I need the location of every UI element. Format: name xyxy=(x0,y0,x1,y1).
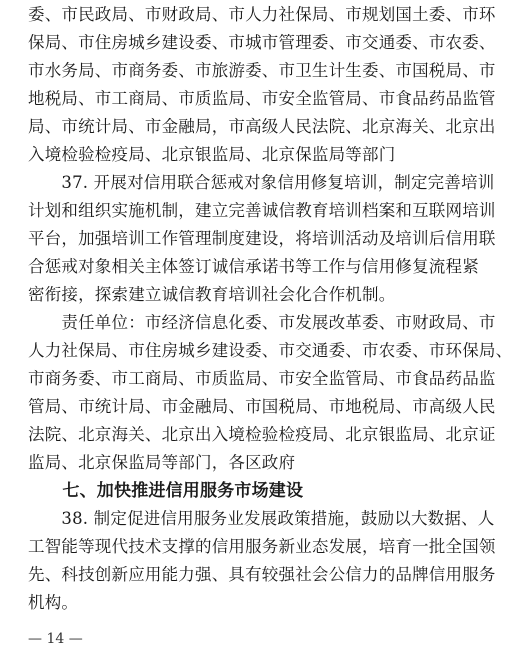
text-line: 委、市民政局、市财政局、市人力社保局、市规划国土委、市环 xyxy=(28,5,496,24)
text-line: 市水务局、市商务委、市旅游委、市卫生计生委、市国税局、市 xyxy=(28,61,496,80)
text-line: 保局、市住房城乡建设委、市城市管理委、市交通委、市农委、 xyxy=(28,33,496,52)
responsible-units-line: 责任单位：市经济信息化委、市发展改革委、市财政局、市 xyxy=(28,313,496,332)
page-number: — 14 — xyxy=(28,631,83,647)
section-heading: 七、加快推进信用服务市场建设 xyxy=(28,481,304,501)
paragraph-37-line: 密衔接，探索建立诚信教育培训社会化合作机制。 xyxy=(28,285,396,304)
responsible-units-line: 管局、市统计局、市金融局、市国税局、市地税局、市高级人民 xyxy=(28,397,496,416)
paragraph-37-line: 合惩戒对象相关主体签订诚信承诺书等工作与信用修复流程紧 xyxy=(28,257,479,276)
paragraph-37-line: 计划和组织实施机制，建立完善诚信教育培训档案和互联网培训 xyxy=(28,201,496,220)
responsible-units-line: 市商务委、市工商局、市质监局、市安全监管局、市食品药品监 xyxy=(28,369,496,388)
responsible-units-line: 监局、北京保监局等部门，各区政府 xyxy=(28,453,296,472)
text-line: 局、市统计局、市金融局，市高级人民法院、北京海关、北京出 xyxy=(28,117,496,136)
responsible-units-line: 法院、北京海关、北京出入境检验检疫局、北京银监局、北京证 xyxy=(28,425,496,444)
paragraph-38-line: 38. 制定促进信用服务业发展政策措施，鼓励以大数据、人 xyxy=(28,509,495,528)
responsible-units-line: 人力社保局、市住房城乡建设委、市交通委、市农委、市环保局、 xyxy=(28,341,512,360)
paragraph-38-line: 机构。 xyxy=(28,593,79,612)
text-line: 地税局、市工商局、市质监局、市安全监管局、市食品药品监管 xyxy=(28,89,496,108)
paragraph-37-line: 37. 开展对信用联合惩戒对象信用修复培训，制定完善培训 xyxy=(28,173,495,192)
paragraph-37-line: 平台，加强培训工作管理制度建设，将培训活动及培训后信用联 xyxy=(28,229,496,248)
text-line: 入境检验检疫局、北京银监局、北京保监局等部门 xyxy=(28,145,396,164)
paragraph-38-line: 工智能等现代技术支撑的信用服务新业态发展，培育一批全国领 xyxy=(28,537,496,556)
paragraph-38-line: 先、科技创新应用能力强、具有较强社会公信力的品牌信用服务 xyxy=(28,565,496,584)
